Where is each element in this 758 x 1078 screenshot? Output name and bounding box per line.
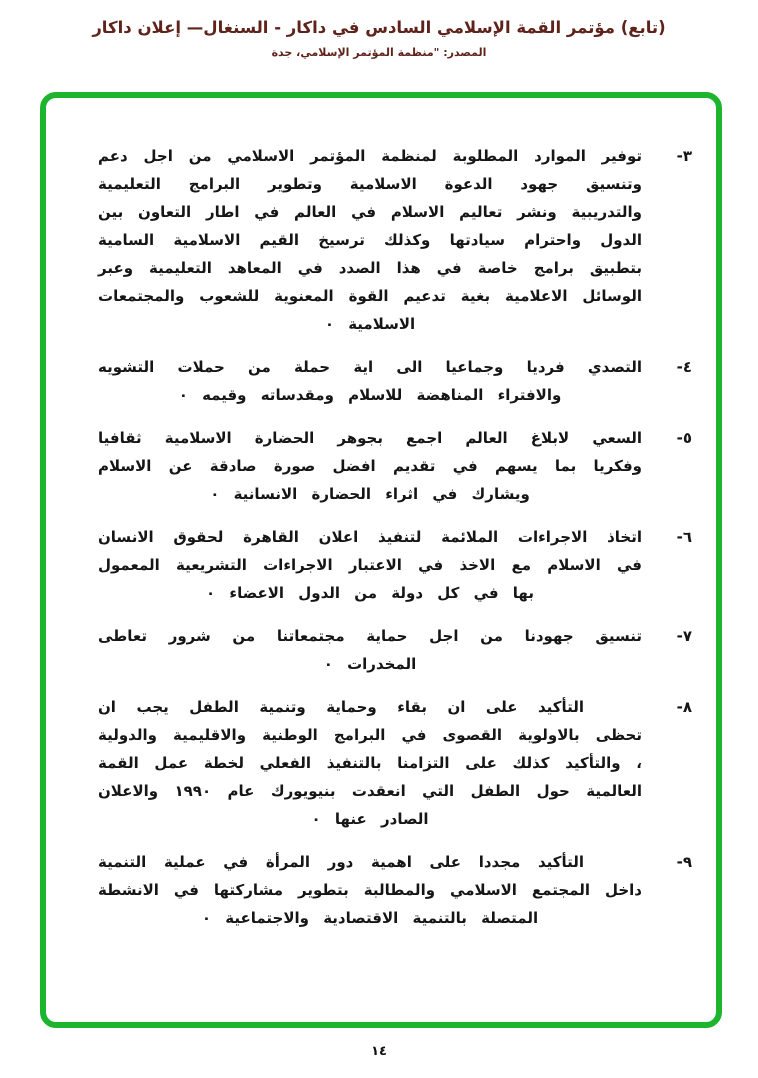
page-number: ١٤ [371, 1044, 387, 1059]
document-header [0, 16, 758, 59]
item-number: ٨- [676, 698, 692, 716]
list-item [98, 848, 692, 932]
list-item [98, 353, 692, 409]
list-item [98, 142, 692, 338]
content-border-box [40, 92, 722, 1028]
list-item [98, 523, 692, 607]
item-text: التصدي فرديا وجماعيا الى اية حملة من حملات التشويه والافتراء المناهضة للاسلام ومقدساته وقيمه ٠ [98, 358, 642, 404]
page-title: (تابع) مؤتمر القمة الإسلامي السادس في داكار - السنغال— إعلان داكار [92, 18, 666, 37]
item-number: ٣- [676, 147, 692, 165]
item-text: التأكيد على ان بقاء وحماية وتنمية الطفل يجب ان تحظى بالاولوية القصوى في البرامج الوطنية والاقليمية والدولية ، والتأكيد كذلك على التزامنا بالتنفيذ الفعلي لخطة عمل القمة العالمية حول الطفل التي انعقدت بنيويورك عام ١٩٩٠ والاعلان الصادر عنها ٠ [98, 698, 643, 828]
item-number: ٩- [676, 853, 692, 871]
numbered-list [98, 142, 692, 947]
item-text: التأكيد مجددا على اهمية دور المرأة في عملية التنمية داخل المجتمع الاسلامي والمطالبة بتطوير مشاركتها في الانشطة المتصلة بالتنمية الاقتصادية والاجتماعية ٠ [98, 853, 642, 927]
item-text: توفير الموارد المطلوبة لمنظمة المؤتمر الاسلامي من اجل دعم وتنسيق جهود الدعوة الاسلامية وتطوير البرامج التعليمية والتدريبية ونشر تعاليم الاسلام في العالم في اطار التعاون بين الدول واحترام سيادتها وكذلك ترسيخ القيم الاسلامية السامية بتطبيق برامج خاصة في هذا الصدد في المعاهد التعليمية وعبر الوسائل الاعلامية بغية تدعيم القوة المعنوية للشعوب والمجتمعات الاسلامية ٠ [98, 147, 642, 333]
item-number: ٤- [676, 358, 692, 376]
item-number: ٥- [676, 429, 692, 447]
item-number: ٧- [676, 627, 692, 645]
item-number: ٦- [676, 528, 692, 546]
list-item [98, 424, 692, 508]
list-item [98, 693, 692, 833]
item-text: اتخاذ الاجراءات الملائمة لتنفيذ اعلان القاهرة لحقوق الانسان في الاسلام مع الاخذ في الاعتبار الاجراءات التشريعية المعمول بها في كل دولة من الدول الاعضاء ٠ [98, 528, 642, 602]
item-text: تنسيق جهودنا من اجل حماية مجتمعاتنا من شرور تعاطى المخدرات ٠ [98, 627, 642, 673]
item-text: السعي لابلاغ العالم اجمع بجوهر الحضارة الاسلامية ثقافيا وفكريا بما يسهم في تقديم افضل صورة صادقة عن الاسلام ويشارك في اثراء الحضارة الانسانية ٠ [98, 429, 642, 503]
list-item [98, 622, 692, 678]
source-line: المصدر: "منظمة المؤتمر الإسلامي، جدة [271, 46, 487, 59]
